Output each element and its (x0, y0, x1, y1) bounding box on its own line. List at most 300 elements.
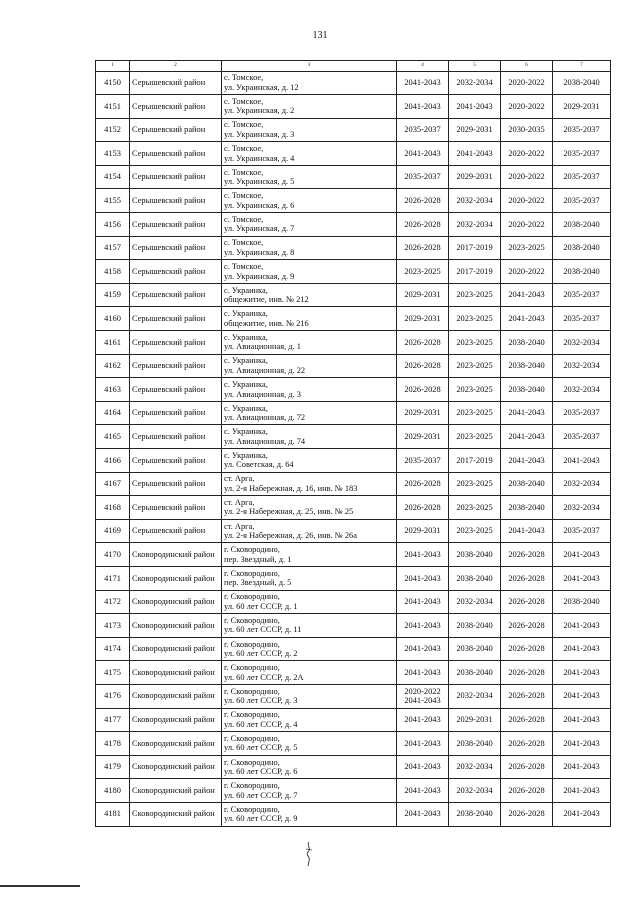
period-col-5: 2029-2031 (449, 708, 501, 732)
district-name: Серышевский район (130, 71, 222, 95)
row-number: 4156 (96, 213, 130, 237)
period-col-7: 2035-2037 (553, 283, 611, 307)
table-row (96, 165, 611, 189)
row-number: 4161 (96, 331, 130, 355)
address-line: ул. Советская, д. 64 (224, 460, 294, 470)
period-col-7: 2041-2043 (553, 449, 611, 473)
period-col-7: 2035-2037 (553, 142, 611, 166)
address (222, 732, 397, 756)
row-number: 4169 (96, 519, 130, 543)
address-line: с. Томское, (224, 120, 264, 130)
table-row (96, 472, 611, 496)
period-col-6: 2026-2028 (501, 543, 553, 567)
period-col-5: 2038-2040 (449, 661, 501, 685)
address-line: ул. 60 лет СССР, д. 1 (224, 601, 298, 611)
period-line: 2035-2037 (404, 455, 441, 465)
period-col-4 (397, 708, 449, 732)
address-line: с. Украинка, (224, 332, 268, 342)
period-col-6: 2026-2028 (501, 590, 553, 614)
address-line: ул. Авиационная, д. 3 (224, 389, 301, 399)
period-col-6: 2038-2040 (501, 354, 553, 378)
period-col-4 (397, 71, 449, 95)
period-col-6: 2026-2028 (501, 684, 553, 708)
period-col-6: 2020-2022 (501, 189, 553, 213)
period-col-5: 2032-2034 (449, 71, 501, 95)
period-col-7: 2032-2034 (553, 496, 611, 520)
address-line: г. Сковородино, (224, 639, 280, 649)
address-line: ул. 60 лет СССР, д. 3 (224, 696, 298, 706)
period-line: 2041-2043 (404, 549, 441, 559)
district-name: Серышевский район (130, 331, 222, 355)
address-line: с. Томское, (224, 238, 264, 248)
row-number: 4178 (96, 732, 130, 756)
period-col-5: 2023-2025 (449, 283, 501, 307)
table-row (96, 519, 611, 543)
address-line: г. Сковородино, (224, 804, 280, 814)
address-line: ул. Украинская, д. 7 (224, 224, 295, 234)
period-line: 2041-2043 (404, 715, 441, 725)
period-col-6: 2026-2028 (501, 661, 553, 685)
period-col-7: 2038-2040 (553, 213, 611, 237)
period-col-5: 2023-2025 (449, 519, 501, 543)
period-col-5: 2038-2040 (449, 543, 501, 567)
period-line: 2029-2031 (404, 431, 441, 441)
period-col-6: 2041-2043 (501, 401, 553, 425)
address-line: г. Сковородино, (224, 686, 280, 696)
row-number: 4157 (96, 236, 130, 260)
table-row (96, 708, 611, 732)
period-col-6: 2026-2028 (501, 614, 553, 638)
period-col-4 (397, 802, 449, 826)
period-col-5: 2023-2025 (449, 425, 501, 449)
table-row (96, 71, 611, 95)
address-line: ул. 60 лет СССР, д. 7 (224, 790, 298, 800)
row-number: 4171 (96, 566, 130, 590)
row-number: 4152 (96, 118, 130, 142)
period-col-4 (397, 684, 449, 708)
address-line: пер. Звездный, д. 5 (224, 578, 292, 588)
address-line: г. Сковородино, (224, 663, 280, 673)
period-col-6: 2038-2040 (501, 472, 553, 496)
period-line: 2041-2043 (404, 78, 441, 88)
district-name: Серышевский район (130, 95, 222, 119)
address-line: общежитие, инв. № 212 (224, 295, 309, 305)
period-col-4 (397, 472, 449, 496)
period-col-7: 2038-2040 (553, 260, 611, 284)
district-name: Серышевский район (130, 425, 222, 449)
address (222, 637, 397, 661)
address (222, 401, 397, 425)
period-col-5: 2032-2034 (449, 684, 501, 708)
period-col-4 (397, 732, 449, 756)
table-row (96, 637, 611, 661)
housing-registry-table (95, 60, 611, 827)
address-line: с. Украинка, (224, 285, 268, 295)
address (222, 71, 397, 95)
period-col-6: 2026-2028 (501, 566, 553, 590)
address-line: ул. Украинская, д. 5 (224, 177, 295, 187)
period-col-7: 2032-2034 (553, 378, 611, 402)
table-row (96, 661, 611, 685)
address (222, 543, 397, 567)
district-name: Сковородинский район (130, 543, 222, 567)
period-col-7: 2035-2037 (553, 519, 611, 543)
period-col-5: 2017-2019 (449, 449, 501, 473)
period-col-6: 2026-2028 (501, 779, 553, 803)
district-name: Серышевский район (130, 307, 222, 331)
table-row (96, 684, 611, 708)
address-line: с. Украинка, (224, 309, 268, 319)
period-col-4 (397, 142, 449, 166)
period-col-5: 2038-2040 (449, 802, 501, 826)
period-col-7: 2035-2037 (553, 118, 611, 142)
address-line: ул. Украинская, д. 4 (224, 153, 295, 163)
table-row (96, 755, 611, 779)
table-row (96, 732, 611, 756)
row-number: 4160 (96, 307, 130, 331)
district-name: Сковородинский район (130, 661, 222, 685)
period-line: 2041-2043 (404, 667, 441, 677)
period-line: 2029-2031 (404, 290, 441, 300)
address-line: с. Томское, (224, 144, 264, 154)
address-line: ул. 60 лет СССР, д. 4 (224, 719, 298, 729)
row-number: 4150 (96, 71, 130, 95)
period-col-4 (397, 165, 449, 189)
period-col-7: 2041-2043 (553, 708, 611, 732)
row-number: 4164 (96, 401, 130, 425)
table-body (96, 71, 611, 826)
period-col-4 (397, 661, 449, 685)
period-col-4 (397, 590, 449, 614)
period-col-4 (397, 378, 449, 402)
address-line: г. Сковородино, (224, 568, 280, 578)
address-line: с. Украинка, (224, 450, 268, 460)
address (222, 142, 397, 166)
table-row (96, 496, 611, 520)
period-col-4 (397, 118, 449, 142)
district-name: Сковородинский район (130, 802, 222, 826)
period-line: 2026-2028 (404, 361, 441, 371)
period-line: 2041-2043 (404, 620, 441, 630)
period-col-5: 2032-2034 (449, 755, 501, 779)
district-name: Сковородинский район (130, 755, 222, 779)
row-number: 4176 (96, 684, 130, 708)
address-line: ст. Арга, (224, 497, 255, 507)
period-col-5: 2038-2040 (449, 614, 501, 638)
period-col-6: 2041-2043 (501, 449, 553, 473)
address (222, 496, 397, 520)
period-col-6: 2020-2022 (501, 213, 553, 237)
table-row (96, 779, 611, 803)
period-line: 2026-2028 (404, 502, 441, 512)
period-col-7: 2041-2043 (553, 802, 611, 826)
period-col-7: 2041-2043 (553, 684, 611, 708)
period-col-5: 2032-2034 (449, 189, 501, 213)
period-col-5: 2017-2019 (449, 260, 501, 284)
period-col-4 (397, 260, 449, 284)
period-col-6: 2041-2043 (501, 425, 553, 449)
table-row (96, 401, 611, 425)
period-col-5: 2023-2025 (449, 307, 501, 331)
address (222, 590, 397, 614)
period-col-4 (397, 566, 449, 590)
period-line: 2020-2022 (404, 686, 441, 696)
address (222, 802, 397, 826)
period-line: 2041-2043 (404, 148, 441, 158)
period-col-4 (397, 519, 449, 543)
address-line: ул. Авиационная, д. 22 (224, 365, 306, 375)
address (222, 378, 397, 402)
period-col-4 (397, 449, 449, 473)
period-col-6: 2026-2028 (501, 708, 553, 732)
period-col-7: 2032-2034 (553, 331, 611, 355)
row-number: 4167 (96, 472, 130, 496)
address-line: ул. 60 лет СССР, д. 11 (224, 625, 302, 635)
district-name: Сковородинский район (130, 732, 222, 756)
table-row (96, 236, 611, 260)
period-line: 2041-2043 (404, 644, 441, 654)
address-line: г. Сковородино, (224, 757, 280, 767)
column-number: 2 (130, 61, 222, 72)
address-line: ст. Арга, (224, 474, 255, 484)
district-name: Серышевский район (130, 118, 222, 142)
period-col-4 (397, 236, 449, 260)
period-col-4 (397, 283, 449, 307)
period-col-6: 2038-2040 (501, 331, 553, 355)
period-col-7: 2041-2043 (553, 637, 611, 661)
address (222, 354, 397, 378)
table-row (96, 142, 611, 166)
address (222, 449, 397, 473)
address-line: пер. Звездный, д. 1 (224, 554, 292, 564)
period-col-4 (397, 755, 449, 779)
signature-mark (302, 840, 316, 868)
table-row (96, 425, 611, 449)
district-name: Серышевский район (130, 142, 222, 166)
address (222, 260, 397, 284)
address (222, 566, 397, 590)
table-row (96, 566, 611, 590)
period-col-4 (397, 779, 449, 803)
period-col-4 (397, 354, 449, 378)
period-line: 2026-2028 (404, 384, 441, 394)
address (222, 708, 397, 732)
table-row (96, 354, 611, 378)
address-line: с. Томское, (224, 167, 264, 177)
address-line: ул. 60 лет СССР, д. 2 (224, 649, 298, 659)
address-line: ул. 2-я Набережная, д. 25, инв. № 25 (224, 507, 354, 517)
address-line: с. Украинка, (224, 356, 268, 366)
district-name: Серышевский район (130, 213, 222, 237)
address (222, 755, 397, 779)
table-row (96, 802, 611, 826)
page-number: 131 (312, 30, 328, 41)
district-name: Сковородинский район (130, 614, 222, 638)
column-number-row (96, 61, 611, 72)
period-col-5: 2023-2025 (449, 331, 501, 355)
district-name: Серышевский район (130, 472, 222, 496)
table-row (96, 614, 611, 638)
period-col-7: 2029-2031 (553, 95, 611, 119)
column-number: 6 (501, 61, 553, 72)
row-number: 4180 (96, 779, 130, 803)
period-col-6: 2041-2043 (501, 283, 553, 307)
table-row (96, 213, 611, 237)
address-line: ул. 60 лет СССР, д. 6 (224, 767, 298, 777)
row-number: 4162 (96, 354, 130, 378)
district-name: Сковородинский район (130, 684, 222, 708)
table-row (96, 283, 611, 307)
period-col-5: 2023-2025 (449, 496, 501, 520)
column-number: 7 (553, 61, 611, 72)
row-number: 4172 (96, 590, 130, 614)
period-col-4 (397, 496, 449, 520)
period-col-6: 2020-2022 (501, 142, 553, 166)
address-line: ул. Авиационная, д. 72 (224, 413, 306, 423)
period-col-6: 2026-2028 (501, 802, 553, 826)
period-col-7: 2035-2037 (553, 307, 611, 331)
period-col-5: 2032-2034 (449, 590, 501, 614)
address-line: ул. 60 лет СССР, д. 9 (224, 814, 298, 824)
address (222, 283, 397, 307)
period-col-7: 2041-2043 (553, 732, 611, 756)
period-col-5: 2038-2040 (449, 637, 501, 661)
table-row (96, 260, 611, 284)
period-line: 2041-2043 (404, 101, 441, 111)
address (222, 165, 397, 189)
address-line: с. Украинка, (224, 427, 268, 437)
row-number: 4174 (96, 637, 130, 661)
row-number: 4151 (96, 95, 130, 119)
table-row (96, 590, 611, 614)
address-line: общежитие, инв. № 216 (224, 318, 309, 328)
period-line: 2041-2043 (404, 597, 441, 607)
period-col-4 (397, 543, 449, 567)
district-name: Сковородинский район (130, 566, 222, 590)
district-name: Сковородинский район (130, 637, 222, 661)
period-line: 2029-2031 (404, 526, 441, 536)
period-col-6: 2020-2022 (501, 165, 553, 189)
district-name: Сковородинский район (130, 590, 222, 614)
period-col-4 (397, 637, 449, 661)
period-col-7: 2035-2037 (553, 165, 611, 189)
period-col-5: 2032-2034 (449, 213, 501, 237)
period-col-5: 2023-2025 (449, 354, 501, 378)
address (222, 189, 397, 213)
period-col-5: 2032-2034 (449, 779, 501, 803)
address (222, 614, 397, 638)
row-number: 4179 (96, 755, 130, 779)
address-line: с. Томское, (224, 73, 264, 83)
address (222, 519, 397, 543)
district-name: Серышевский район (130, 378, 222, 402)
period-col-6: 2041-2043 (501, 307, 553, 331)
address-line: ул. Украинская, д. 8 (224, 247, 295, 257)
period-col-6: 2026-2028 (501, 637, 553, 661)
address-line: ст. Арга, (224, 521, 255, 531)
address (222, 307, 397, 331)
address (222, 236, 397, 260)
period-col-6: 2041-2043 (501, 519, 553, 543)
address-line: ул. Авиационная, д. 74 (224, 436, 306, 446)
period-col-5: 2023-2025 (449, 378, 501, 402)
period-line: 2041-2043 (404, 696, 441, 706)
period-col-7: 2035-2037 (553, 189, 611, 213)
period-col-4 (397, 614, 449, 638)
period-col-6: 2030-2035 (501, 118, 553, 142)
period-line: 2026-2028 (404, 479, 441, 489)
district-name: Серышевский район (130, 496, 222, 520)
address-line: г. Сковородино, (224, 733, 280, 743)
period-col-5: 2041-2043 (449, 142, 501, 166)
period-col-7: 2041-2043 (553, 614, 611, 638)
period-col-7: 2041-2043 (553, 566, 611, 590)
address-line: ул. Украинская, д. 6 (224, 200, 295, 210)
address (222, 425, 397, 449)
table-row (96, 307, 611, 331)
address-line: ул. 60 лет СССР, д. 2А (224, 672, 304, 682)
address-line: г. Сковородино, (224, 545, 280, 555)
period-col-7: 2035-2037 (553, 401, 611, 425)
period-col-6: 2023-2025 (501, 236, 553, 260)
row-number: 4166 (96, 449, 130, 473)
address (222, 779, 397, 803)
row-number: 4181 (96, 802, 130, 826)
period-line: 2029-2031 (404, 408, 441, 418)
row-number: 4153 (96, 142, 130, 166)
address (222, 661, 397, 685)
period-col-5: 2023-2025 (449, 401, 501, 425)
address-line: ул. Украинская, д. 2 (224, 106, 295, 116)
address-line: г. Сковородино, (224, 615, 280, 625)
row-number: 4168 (96, 496, 130, 520)
district-name: Серышевский район (130, 354, 222, 378)
period-col-7: 2035-2037 (553, 425, 611, 449)
row-number: 4163 (96, 378, 130, 402)
address-line: с. Томское, (224, 96, 264, 106)
period-line: 2026-2028 (404, 243, 441, 253)
row-number: 4173 (96, 614, 130, 638)
address (222, 331, 397, 355)
row-number: 4177 (96, 708, 130, 732)
period-line: 2041-2043 (404, 809, 441, 819)
period-col-5: 2029-2031 (449, 165, 501, 189)
period-col-7: 2038-2040 (553, 71, 611, 95)
period-col-7: 2038-2040 (553, 236, 611, 260)
address (222, 118, 397, 142)
address (222, 95, 397, 119)
period-line: 2026-2028 (404, 196, 441, 206)
period-col-4 (397, 189, 449, 213)
period-col-6: 2026-2028 (501, 732, 553, 756)
period-col-6: 2020-2022 (501, 260, 553, 284)
address-line: ул. Авиационная, д. 1 (224, 342, 301, 352)
address-line: ул. 2-я Набережная, д. 16, инв. № 183 (224, 483, 358, 493)
table-row (96, 449, 611, 473)
address-line: с. Томское, (224, 214, 264, 224)
period-col-7: 2032-2034 (553, 472, 611, 496)
period-col-7: 2041-2043 (553, 661, 611, 685)
row-number: 4158 (96, 260, 130, 284)
table-row (96, 95, 611, 119)
address (222, 684, 397, 708)
period-col-4 (397, 213, 449, 237)
address-line: с. Украинка, (224, 380, 268, 390)
row-number: 4175 (96, 661, 130, 685)
period-line: 2035-2037 (404, 172, 441, 182)
period-col-4 (397, 95, 449, 119)
period-line: 2035-2037 (404, 125, 441, 135)
